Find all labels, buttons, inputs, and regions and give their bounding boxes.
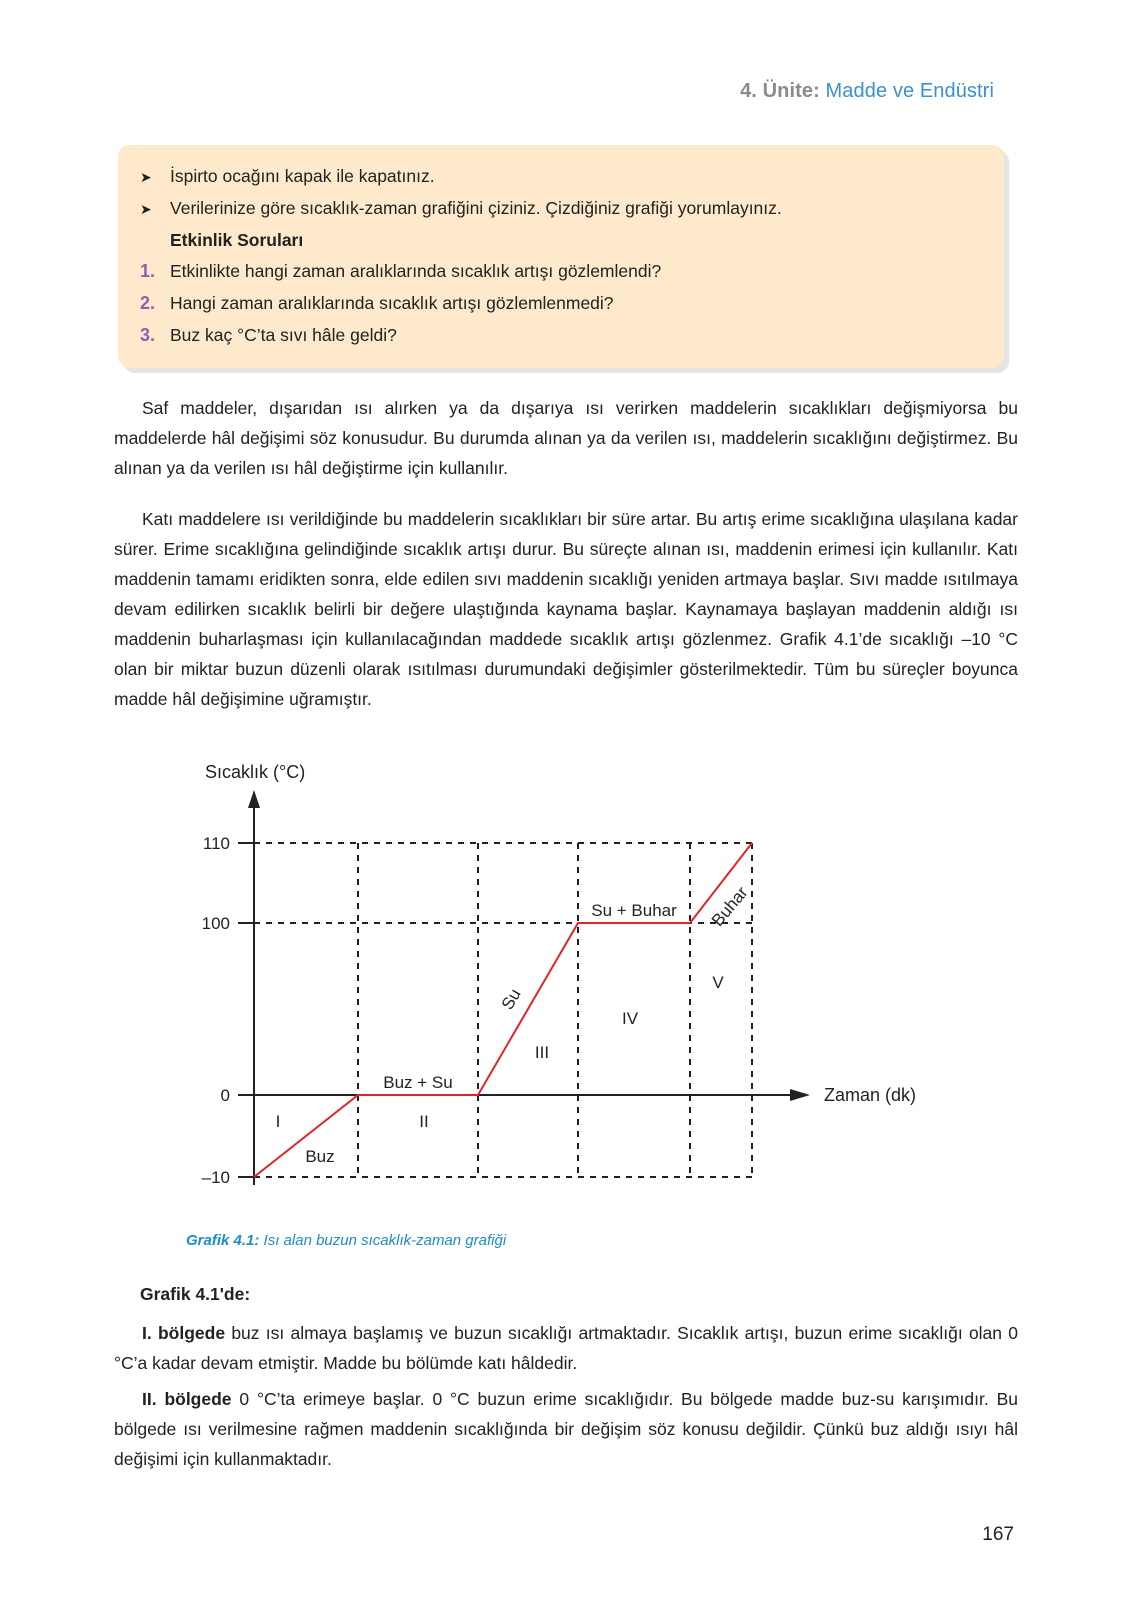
chart-series <box>254 843 752 1177</box>
question-item: 2. Hangi zaman aralıklarında sıcaklık artışı gözlemlenmedi? <box>140 293 614 313</box>
x-axis-title: Zaman (dk) <box>824 1085 917 1105</box>
phase-label: Buhar <box>707 882 752 930</box>
region-label: II <box>419 1112 429 1131</box>
questions-title: Etkinlik Soruları <box>170 230 304 250</box>
region-paragraph: I. bölgede buz ısı almaya başlamış ve buzun sıcaklığı artmaktadır. Sıcaklık artışı, buzun erime sıcaklığı olan 0 °C’a kadar devam etmiştir. Madde bu bölümde katı hâldedir. <box>114 1323 1018 1373</box>
chart-axes <box>238 790 810 1185</box>
y-axis-title: Sıcaklık (°C) <box>205 762 306 782</box>
region-paragraph: II. bölgede 0 °C’ta erimeye başlar. 0 °C buzun erime sıcaklığıdır. Bu bölgede madde buz-su karışımıdır. Bu bölgede ısı verilmesine rağmen maddenin sıcaklığında bir değişim söz konusu değildir. Çünkü buz aldığı ısıyı hâl değişimi için kullanmaktadır. <box>114 1389 1018 1469</box>
activity-step: ➤ İspirto ocağını kapak ile kapatınız. <box>140 166 435 186</box>
region-label: III <box>534 1043 550 1062</box>
region-label: V <box>712 973 724 992</box>
y-tick-label: 110 <box>202 834 230 853</box>
phase-label: Buz + Su <box>383 1073 453 1092</box>
y-tick-label: 100 <box>201 914 230 933</box>
chart-caption: Grafik 4.1: Isı alan buzun sıcaklık-zaman grafiği <box>186 1232 507 1249</box>
arrow-bullet-icon: ➤ <box>140 169 152 185</box>
chart-grid <box>254 843 752 1177</box>
y-axis-arrow-icon <box>248 790 260 808</box>
temperature-line <box>254 843 752 1177</box>
region-label: IV <box>621 1009 639 1028</box>
question-item: 1. Etkinlikte hangi zaman aralıklarında sıcaklık artışı gözlemlendi? <box>140 261 662 281</box>
chart-labels <box>202 762 916 1187</box>
region-label: I <box>275 1112 281 1131</box>
paragraph: Katı maddelere ısı verildiğinde bu maddelerin sıcaklıkları bir süre artar. Bu artış erime sıcaklığına ulaşılana kadar sürer. Erime sıcaklığına gelindiğinde sıcaklık artışı durur. Bu süreçte alınan ısı, maddenin erimesi için kullanılır. Katı maddenin tamamı eridikten sonra, elde edilen sıvı maddenin sıcaklığı yeniden artmaya başlar. Sıvı madde ısıtılmaya devam edilirken sıcaklık belirli bir değere ulaştığında kaynama başlar. Kaynamaya başlayan maddenin aldığı ısı maddenin buharlaşması için kullanılacağından maddede sıcaklık artışı gözlenmez. Grafik 4.1’de sıcaklığı –10 °C olan bir miktar buzun düzenli olarak ısıtılması durumundaki değişimler gösterilmektedir. Tüm bu süreçler boyunca madde hâl değişimine uğramıştır. <box>114 509 1018 709</box>
y-tick-label: –10 <box>201 1168 230 1187</box>
paragraph: Saf maddeler, dışarıdan ısı alırken ya da dışarıya ısı verirken maddelerin sıcaklıkları değişmiyorsa bu maddelerde hâl değişimi söz konusudur. Bu durumda alınan ya da verilen ısı, maddelerin sıcaklığını değiştirmez. Bu alınan ya da verilen ısı hâl değiştirme için kullanılır. <box>114 398 1018 478</box>
section-title: Grafik 4.1'de: <box>140 1284 251 1304</box>
phase-label: Buz <box>305 1147 335 1166</box>
unit-title: Madde ve Endüstri <box>825 80 994 102</box>
y-tick-label: 0 <box>220 1086 230 1105</box>
x-axis-arrow-icon <box>790 1089 810 1101</box>
question-item: 3. Buz kaç °C’ta sıvı hâle geldi? <box>140 325 397 345</box>
unit-label: 4. Ünite: <box>740 80 820 102</box>
activity-step: ➤ Verilerinize göre sıcaklık-zaman grafiğini çiziniz. Çizdiğiniz grafiği yorumlayınız. <box>140 198 782 218</box>
phase-label: Su <box>497 985 525 1014</box>
arrow-bullet-icon: ➤ <box>140 201 152 217</box>
phase-label: Su + Buhar <box>591 901 677 920</box>
page-number: 167 <box>982 1524 1014 1545</box>
